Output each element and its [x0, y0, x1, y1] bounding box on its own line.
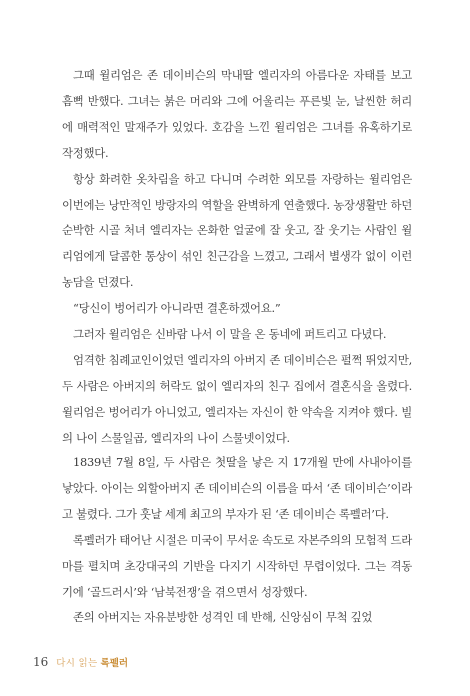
running-title-prefix: 다시 읽는	[56, 658, 98, 669]
running-title-name: 록펠러	[100, 658, 129, 669]
paragraph: 록펠러가 태어난 시절은 미국이 무서운 속도로 자본주의의 모험적 드라마를 펼치며 초강대국의 기반을 다지기 시작하던 무렵이었다. 그는 격동기에 ‘골드러시’와 ‘남북전쟁’을 겪으면서 성장했다.	[62, 532, 412, 599]
paragraph: 존의 아버지는 자유분방한 성격인 데 반해, 신앙심이 무척 깊었	[73, 610, 373, 625]
paragraph: 1839년 7월 8일, 두 사람은 첫딸을 낳은 지 17개월 만에 사내아이를 낳았다. 아이는 외할아버지 존 데이비슨의 이름을 따서 ‘존 데이비슨’이라고 불렸다. 그가 훗날 세계 최고의 부자가 된 ‘존 데이비슨 록펠러’다.	[62, 455, 412, 521]
paragraph: 그때 윌리엄은 존 데이비슨의 막내딸 엘리자의 아름다운 자태를 보고 흠뻑 반했다. 그녀는 붉은 머리와 그에 어울리는 푸른빛 눈, 날씬한 허리에 매력적인 말재주가 있었다. 호감을 느낀 윌리엄은 그녀를 유혹하기로 작정했다.	[62, 68, 412, 160]
page-number: 16	[33, 655, 49, 669]
dialogue-quote: “당신이 벙어리가 아니라면 결혼하겠어요.”	[73, 301, 281, 316]
paragraph: 엄격한 침례교인이었던 엘리자의 아버지 존 데이비슨은 펄쩍 뛰었지만, 두 사람은 아버지의 허락도 없이 엘리자의 친구 집에서 결혼식을 올렸다. 윌리엄은 벙어리가 아니었고, 엘리자는 자신이 한 약속을 지켜야 했다. 빌의 나이 스물일곱, 엘리자의 나이 스물넷이었다.	[62, 352, 412, 445]
body-text-section-1	[62, 63, 412, 452]
body-text-section-2	[62, 450, 412, 631]
paragraph: 그러자 윌리엄은 신바람 나서 이 말을 온 동네에 퍼트리고 다녔다.	[73, 327, 387, 342]
page-footer	[33, 655, 128, 671]
paragraph: 항상 화려한 옷차림을 하고 다니며 수려한 외모를 자랑하는 윌리엄은 이번에는 낭만적인 방랑자의 역할을 완벽하게 연출했다. 농장생활만 하던 순박한 시골 처녀 엘리자는 온화한 얼굴에 잘 웃고, 잘 웃기는 사람인 윌리엄에게 달콤한 통상이 섞인 친근감을 느꼈고, 그래서 별생각 없이 이런 농담을 던졌다.	[62, 171, 412, 290]
